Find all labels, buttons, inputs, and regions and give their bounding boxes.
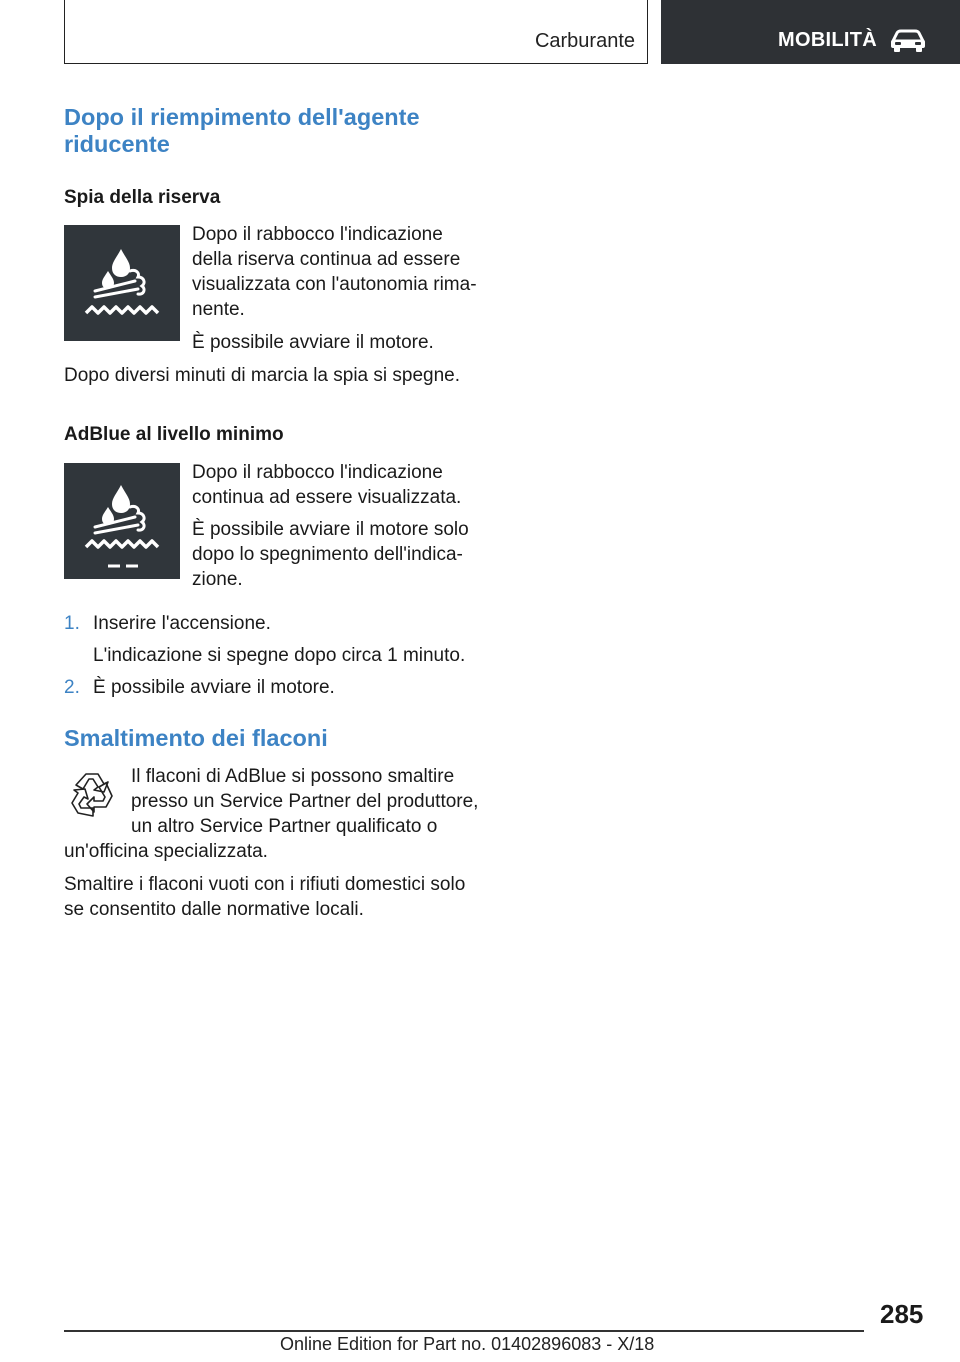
footer-edition: Online Edition for Part no. 01402896083 - X/18: [280, 1334, 655, 1354]
disposal-paragraph-2: se consentito dalle normative locali.: [64, 899, 364, 920]
header-chapter-tab: [661, 0, 960, 64]
recycle-icon: [64, 766, 120, 822]
reserve-text-4: nente.: [192, 299, 245, 320]
reserve-text-2: della riserva continua ad essere: [192, 249, 461, 270]
step-1-text: Inserire l'accensione.: [93, 613, 271, 634]
reserve-heading: Spia della riserva: [64, 187, 221, 208]
disposal-text-3: un altro Service Partner qualificato o: [131, 816, 438, 837]
header-section-title: Carburante: [534, 30, 635, 52]
disposal-text-2: presso un Service Partner del produttore,: [131, 791, 479, 812]
minimum-text-2: continua ad essere visualizzata.: [192, 487, 462, 508]
car-icon: [890, 27, 926, 53]
page-number: 285: [880, 1299, 924, 1329]
section-title-line-1: Dopo il riempimento dell'agente: [64, 104, 420, 130]
footer-divider: [64, 1330, 864, 1332]
section-title-line-2: riducente: [64, 131, 170, 157]
adblue-reserve-warning-icon: [64, 225, 180, 341]
reserve-text-1: Dopo il rabbocco l'indicazione: [192, 224, 443, 245]
minimum-note-3: zione.: [192, 569, 243, 590]
minimum-note-2: dopo lo spegnimento dell'indica‐: [192, 544, 463, 565]
disposal-paragraph-1: Smaltire i flaconi vuoti con i rifiuti domestici solo: [64, 874, 466, 895]
step-1-subtext: L'indicazione si spegne dopo circa 1 minuto.: [93, 645, 466, 666]
disposal-title: Smaltimento dei flaconi: [64, 725, 328, 751]
minimum-note-1: È possibile avviare il motore solo: [192, 519, 469, 540]
disposal-text-4: un'officina specializzata.: [64, 841, 268, 862]
reserve-after: Dopo diversi minuti di marcia la spia si spegne.: [64, 365, 461, 386]
disposal-text-1: Il flaconi di AdBlue si possono smaltire: [131, 766, 455, 787]
reserve-note: È possibile avviare il motore.: [192, 332, 434, 353]
header-section-tab: [64, 0, 648, 64]
adblue-minimum-warning-icon: [64, 463, 180, 579]
step-1-number: 1.: [64, 613, 80, 634]
minimum-text-1: Dopo il rabbocco l'indicazione: [192, 462, 443, 483]
header-chapter-title: MOBILITÀ: [778, 29, 878, 51]
step-2-number: 2.: [64, 677, 80, 698]
minimum-heading: AdBlue al livello minimo: [64, 424, 284, 445]
reserve-text-3: visualizzata con l'autonomia rima‐: [192, 274, 477, 295]
step-2-text: È possibile avviare il motore.: [93, 677, 335, 698]
